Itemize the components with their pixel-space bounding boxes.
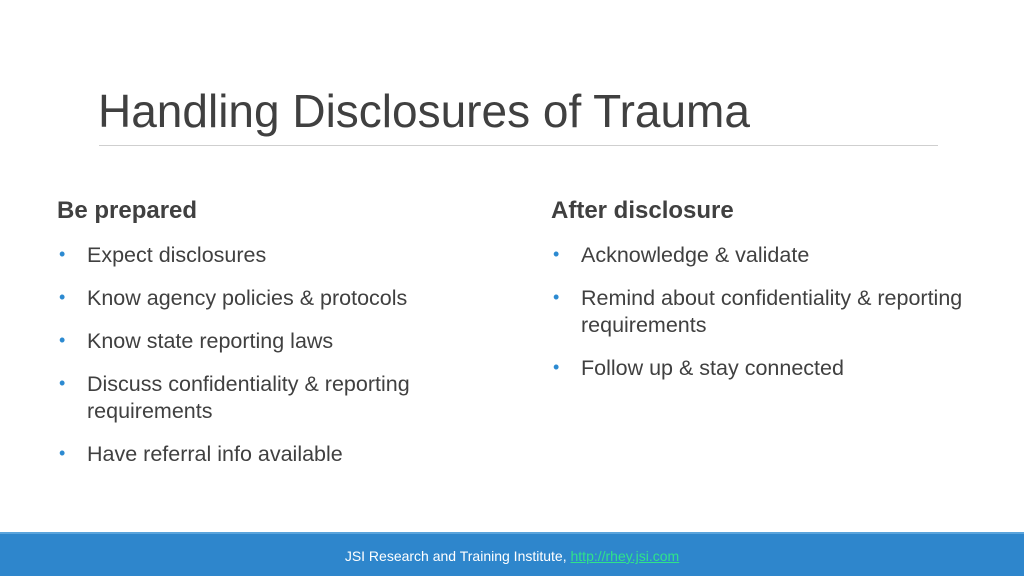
left-column-heading: Be prepared (57, 197, 198, 224)
bullet-icon: • (59, 287, 66, 307)
list-item-text: Acknowledge & validate (581, 243, 810, 267)
list-item (57, 328, 487, 355)
list-item-text: Follow up & stay connected (581, 356, 844, 380)
list-item-text: Have referral info available (87, 442, 343, 466)
list-item (57, 441, 487, 468)
title-divider (99, 145, 938, 146)
list-item (57, 242, 487, 269)
footer-organization: JSI Research and Training Institute, (344, 548, 571, 564)
right-column (551, 196, 971, 398)
right-column-heading: After disclosure (551, 197, 734, 224)
list-item-text: Expect disclosures (87, 243, 267, 267)
list-item-text: Know state reporting laws (87, 329, 334, 353)
list-item (57, 285, 487, 312)
footer-text (0, 548, 1024, 564)
bullet-icon: • (59, 244, 66, 264)
bullet-icon: • (553, 287, 560, 307)
list-item-text: Remind about confidentiality & reporting requirements (581, 286, 963, 337)
list-item-text: Discuss confidentiality & reporting requirements (87, 372, 410, 423)
list-item-text: Know agency policies & protocols (87, 286, 408, 310)
footer-link[interactable]: http://rhey.jsi.com (570, 548, 680, 564)
left-bullet-list (57, 242, 487, 468)
list-item (551, 242, 971, 269)
list-item (551, 285, 971, 339)
bullet-icon: • (553, 244, 560, 264)
slide-title: Handling Disclosures of Trauma (98, 85, 750, 137)
list-item (551, 355, 971, 382)
left-column (57, 196, 487, 484)
footer-bar (0, 532, 1024, 576)
bullet-icon: • (59, 443, 66, 463)
bullet-icon: • (553, 357, 560, 377)
right-bullet-list (551, 242, 971, 382)
list-item (57, 371, 487, 425)
bullet-icon: • (59, 330, 66, 350)
bullet-icon: • (59, 373, 66, 393)
